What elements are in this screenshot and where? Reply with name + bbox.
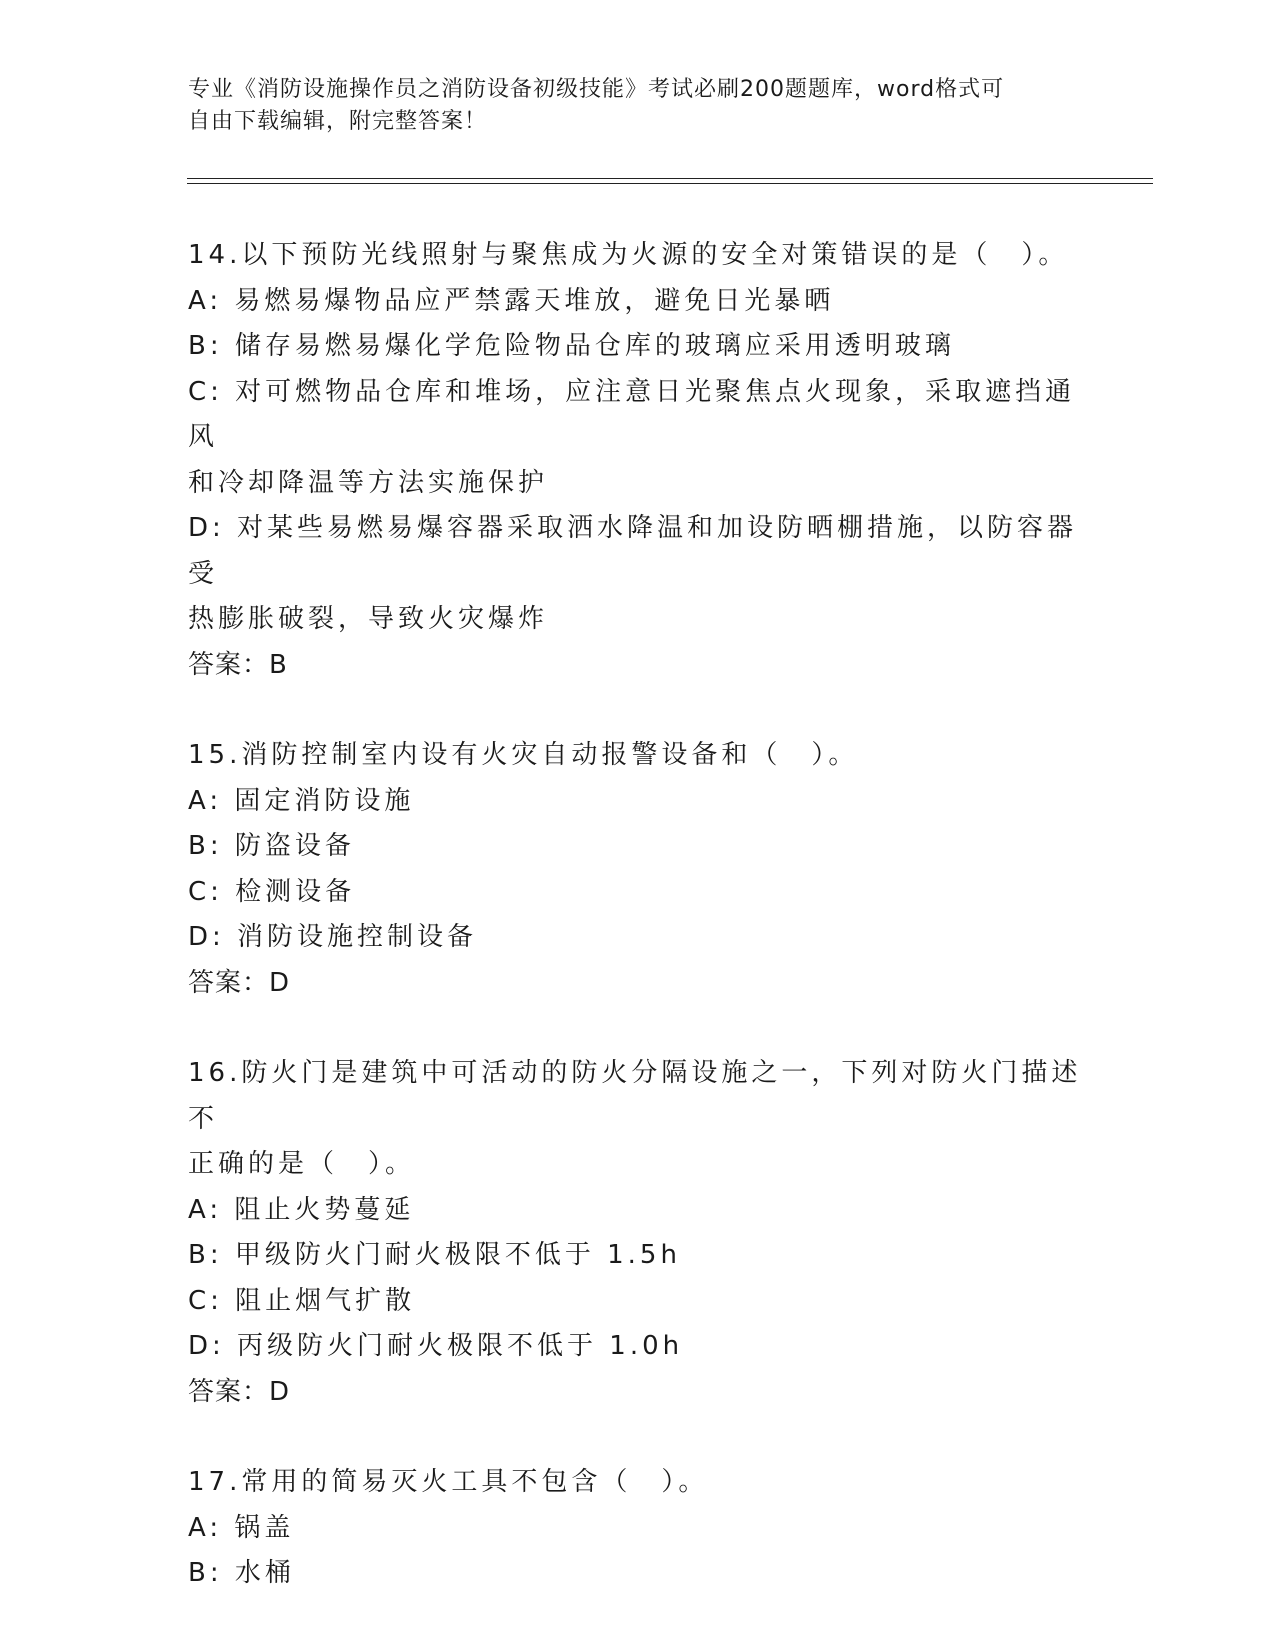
question-block	[188, 733, 1088, 1006]
answer-option: D: 丙级防火门耐火极限不低于 1.0h	[188, 1331, 684, 1361]
header-line-1: 专业《消防设施操作员之消防设备初级技能》考试必刷200题题库，word格式可	[188, 77, 1005, 102]
answer-option: C: 检测设备	[188, 876, 356, 907]
answer-option: 和冷却降温等方法实施保护	[188, 467, 549, 498]
document-header	[188, 74, 1068, 138]
answer-option: A: 阻止火势蔓延	[188, 1194, 415, 1225]
answer-key: 答案：D	[188, 1376, 291, 1407]
question-stem: 16.防火门是建筑中可活动的防火分隔设施之一，下列对防火门描述不	[188, 1058, 1082, 1134]
answer-option: B: 防盗设备	[188, 831, 355, 861]
header-divider-top	[187, 178, 1153, 179]
answer-option: B: 甲级防火门耐火极限不低于 1.5h	[188, 1240, 681, 1270]
answer-option: B: 储存易燃易爆化学危险物品仓库的玻璃应采用透明玻璃	[188, 331, 955, 361]
answer-option: A: 锅盖	[188, 1512, 295, 1543]
header-divider-bottom	[187, 183, 1153, 184]
answer-option: B: 水桶	[188, 1558, 295, 1588]
answer-option: C: 对可燃物品仓库和堆场，应注意日光聚焦点火现象，采取遮挡通风	[188, 376, 1076, 452]
question-block	[188, 1051, 1088, 1415]
question-stem: 17.常用的简易灭火工具不包含（ ）。	[188, 1467, 709, 1497]
answer-option: A: 易燃易爆物品应严禁露天堆放，避免日光暴晒	[188, 285, 835, 316]
answer-key: 答案：B	[188, 649, 288, 680]
question-stem: 正确的是（ ）。	[188, 1149, 416, 1179]
answer-option: D: 对某些易燃易爆容器采取洒水降温和加设防晒棚措施，以防容器受	[188, 513, 1078, 589]
header-line-2: 自由下载编辑，附完整答案！	[188, 109, 488, 134]
answer-option: C: 阻止烟气扩散	[188, 1285, 416, 1316]
answer-option: A: 固定消防设施	[188, 785, 415, 816]
question-stem: 14.以下预防光线照射与聚焦成为火源的安全对策错误的是（ ）。	[188, 240, 1069, 270]
question-stem: 15.消防控制室内设有火灾自动报警设备和（ ）。	[188, 740, 859, 770]
answer-option: D: 消防设施控制设备	[188, 922, 478, 952]
question-block	[188, 1460, 1088, 1597]
question-list	[188, 233, 1088, 1642]
answer-key: 答案：D	[188, 967, 291, 998]
answer-option: 热膨胀破裂，导致火灾爆炸	[188, 604, 549, 634]
question-block	[188, 233, 1088, 688]
